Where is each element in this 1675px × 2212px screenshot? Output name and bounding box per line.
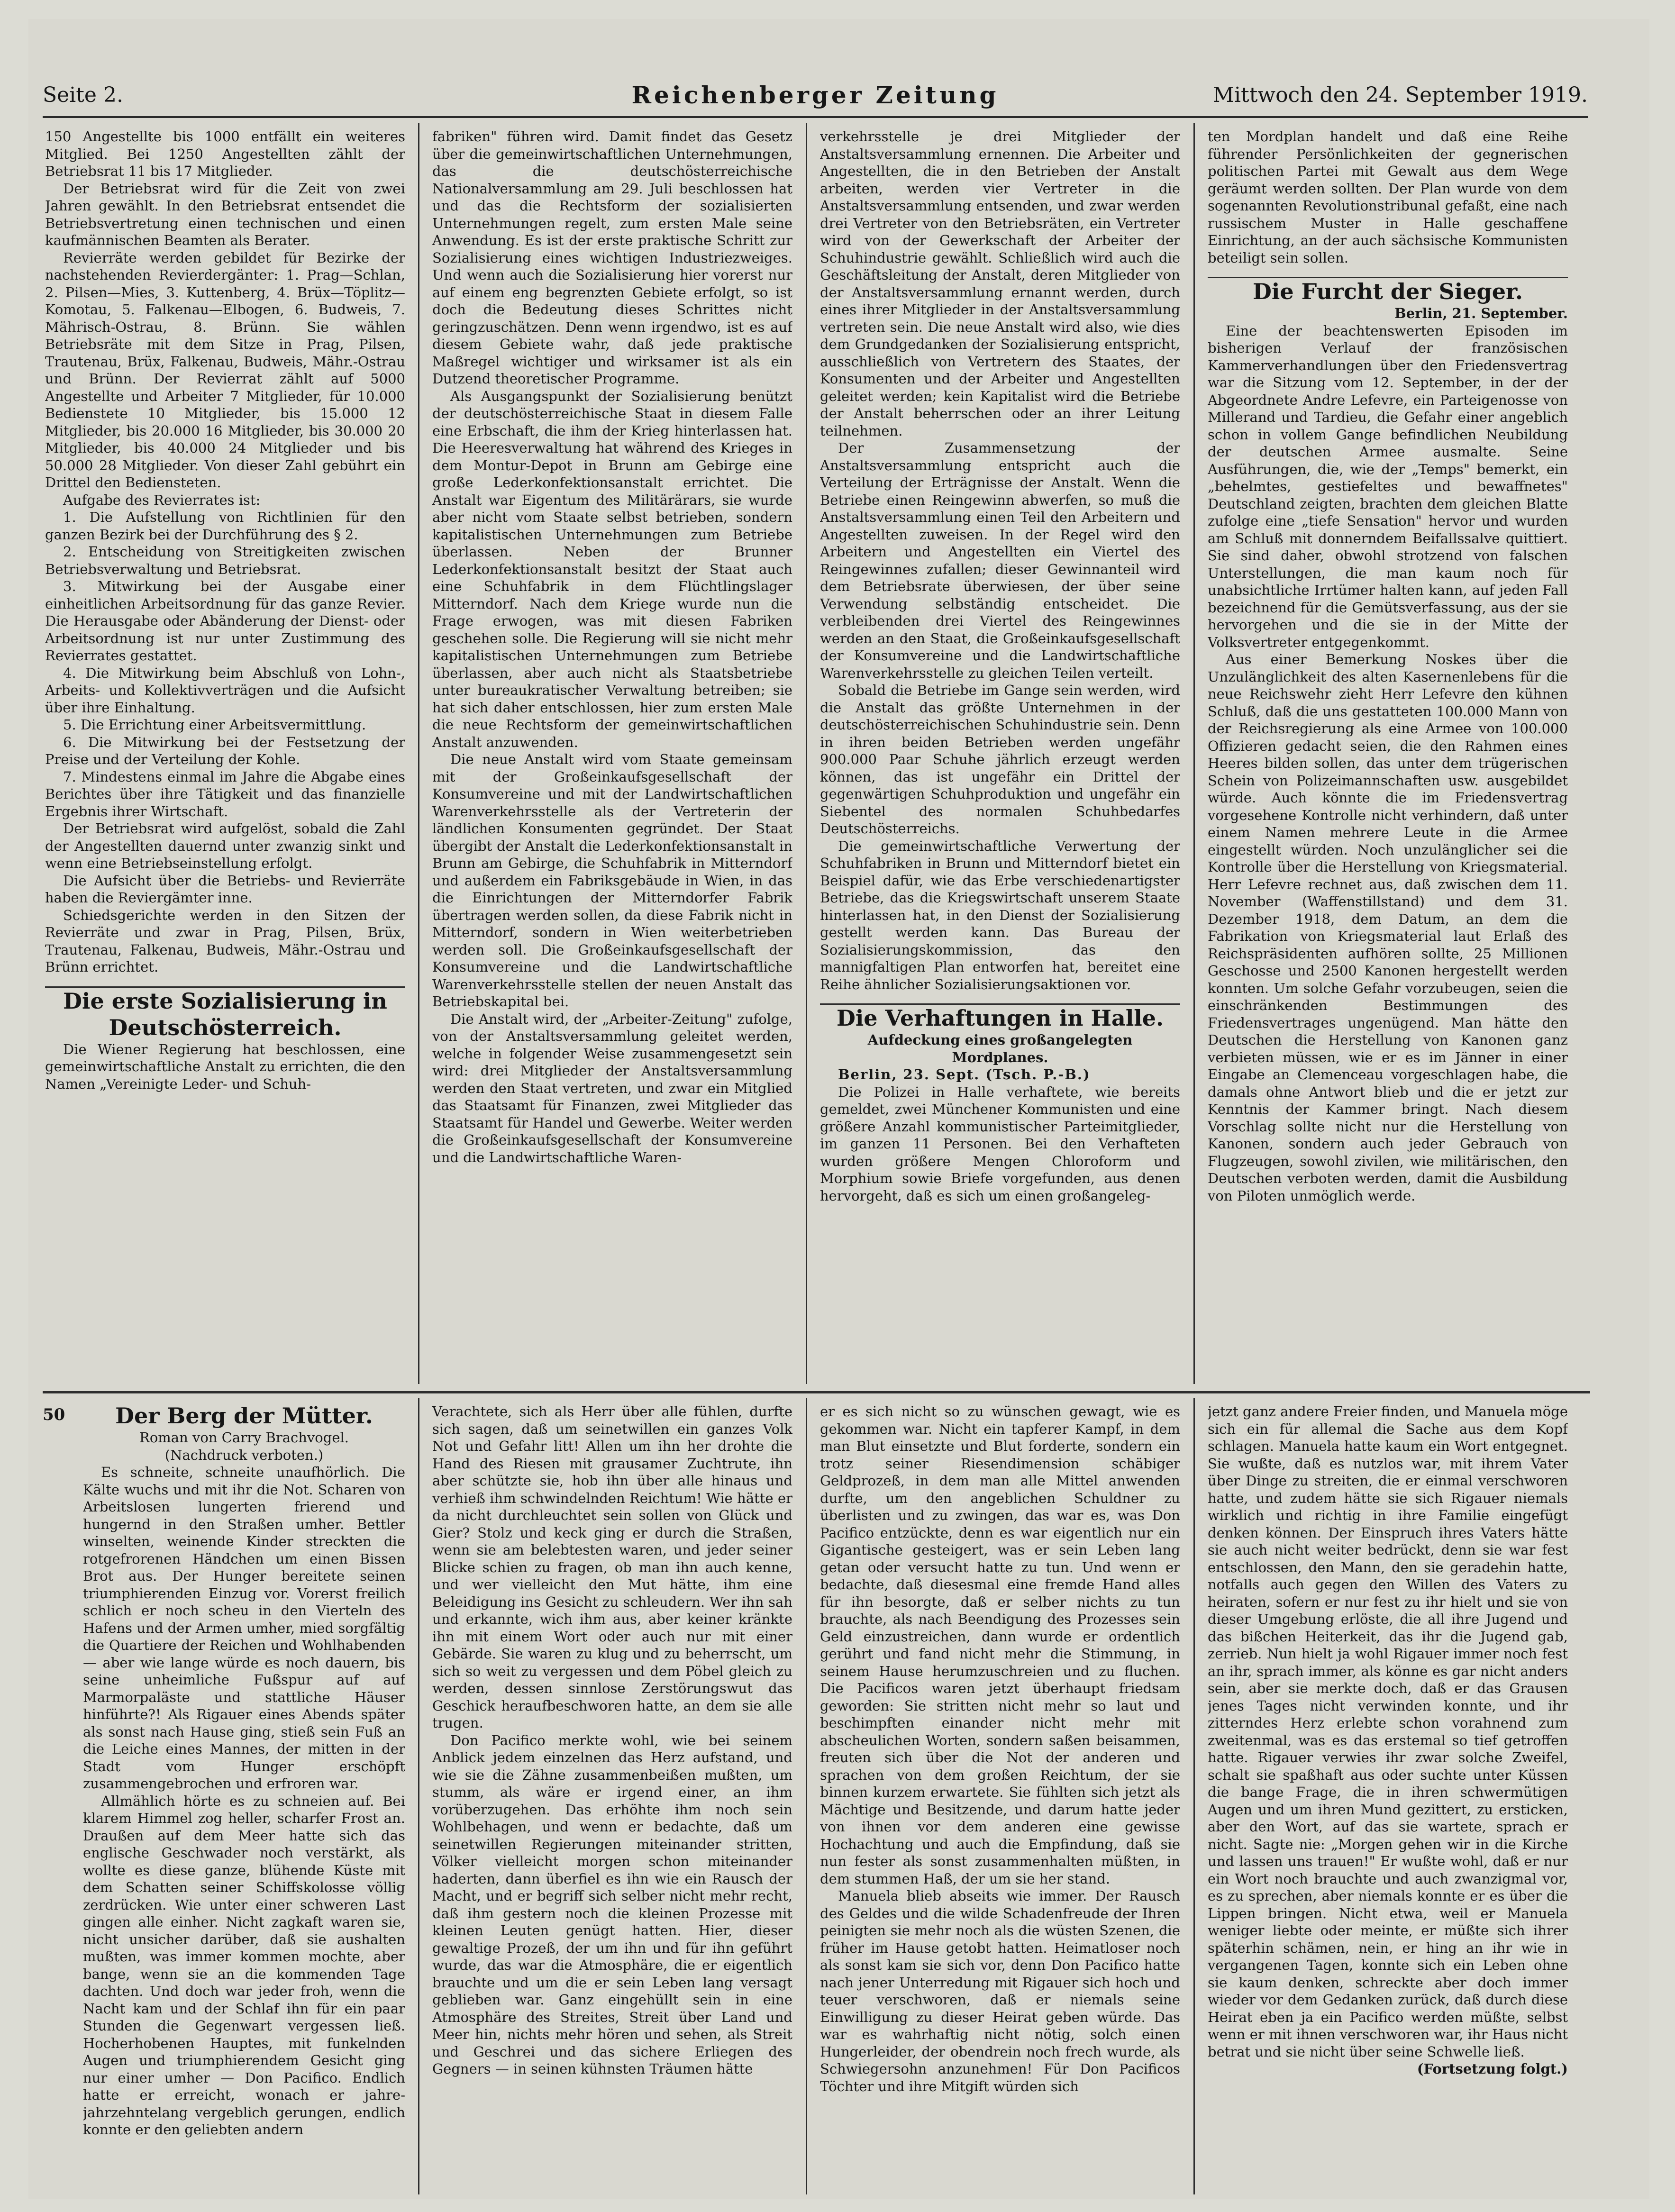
paragraph: Der Betriebsrat wird aufgelöst, sobald die Zahl der Angestellten dauernd unter zwanzig sinkt und wenn eine Betriebseinstellung erfolgt.	[45, 820, 405, 871]
paragraph: 7. Mindestens einmal im Jahre die Abgabe eines Berichtes über ihre Tätigkeit und das finanzielle Ergebnis ihrer Wirtschaft.	[45, 768, 405, 819]
serial-number: 50	[43, 1405, 65, 1424]
paragraph: Sobald die Betriebe im Gange sein werden, wird die Anstalt das größte Unternehmen in der deutschösterreichischen Schuhindustrie sein. Denn in ihren beiden Betrieben werden ungefähr 900.000 Paar Schuhe jährlich erzeugt werden können, das ist ungefähr ein Drittel der gegenwärtigen Schuhproduktion und ungefähr ein Siebentel des normalen Schuhbedarfes Deutschösterreichs.	[820, 682, 1180, 837]
column-rule	[418, 123, 419, 1384]
section-rule	[820, 1003, 1180, 1005]
paragraph: Die gemeinwirtschaftliche Verwertung der Schuhfabriken in Brunn und Mitterndorf bietet ein Beispiel dafür, wie das Erbe verschiedenartigster Betriebe, das die Kriegswirtschaft unserem Staate hinterlassen hat, in den Dienst der Sozialisierung gestellt werden kann. Das Bureau der Sozialisierungskommission, das den mannigfaltigen Plan entworfen hat, bereitet eine Reihe ähnlicher Sozialisierungsaktionen vor.	[820, 837, 1180, 992]
column-3	[820, 128, 1180, 1379]
page-header	[43, 83, 1588, 118]
paragraph: Die Aufsicht über die Betriebs- und Revierräte haben die Reviergämter inne.	[45, 872, 405, 906]
section-rule	[45, 986, 405, 988]
paragraph: 3. Mitwirkung bei der Ausgabe einer einheitlichen Arbeitsordnung für das ganze Revier. Die Herausgabe oder Abänderung der Dienst- oder Arbeitsordnung ist nur unter Zustimmung des Revierrates gestattet.	[45, 578, 405, 664]
paragraph: Die neue Anstalt wird vom Staate gemeinsam mit der Großeinkaufsgesellschaft der Konsumvereine und mit der Landwirtschaftlichen Warenverkehrsstelle als der Vertreterin der ländlichen Konsumenten gegründet. Der Staat übergibt der Anstalt die Lederkonfektionsanstalt in Brunn am Gebirge, die Schuhfabrik in Mitterndorf und außerdem ein Fabriksgebäude in Wien, in das die Einrichtungen der Mitterndorfer Fabrik übertragen werden sollen, da diese Fabrik nicht in Mitterndorf, sondern in Wien weiterbetrieben werden soll. Die Großeinkaufsgesellschaft der Konsumvereine und die Landwirtschaftliche Warenverkehrsstelle stellen der neuen Anstalt das Betriebskapital bei.	[432, 751, 792, 1010]
paragraph: Aufgabe des Revierrates ist:	[63, 492, 261, 508]
page-number: Seite 2.	[43, 83, 123, 107]
column-rule	[806, 1398, 807, 2194]
paragraph: Der Zusammensetzung der Anstaltsversammlung entspricht auch die Verteilung der Erträgnisse der Anstalt. Wenn die Betriebe einen Reingewinn abwerfen, so muß die Anstaltsversammlung einen Teil den Arbeitern und Angestellten zuweisen. In der Regel wird den Arbeitern und Angestellten ein Viertel des Reingewinnes zufallen; dieser Gewinnanteil wird dem Betriebsrate überwiesen, der über seine Verwendung selbständig entscheidet. Die verbleibenden drei Viertel des Reingewinnes werden an den Staat, die Großeinkaufsgesellschaft der Konsumvereine und die Landwirtschaftliche Warenverkehrsstelle zu gleichen Teilen verteilt.	[820, 440, 1180, 681]
serial-author: Roman von Carry Brachvogel.	[139, 1429, 349, 1446]
paragraph: Der Betriebsrat wird für die Zeit von zwei Jahren gewählt. In den Betriebsrat entsendet die Betriebsvertretung einen technischen und einen kaufmännischen Beamten als Berater.	[45, 180, 405, 248]
paragraph: Eine der beachtenswerten Episoden im bisherigen Verlauf der französischen Kammerverhandlungen über den Friedensvertrag war die Sitzung vom 12. September, in der der Abgeordnete Andre Lefevre, ein Parteigenosse von Millerand und Tardieu, die Gefahr einer angeblich schon in vollem Gange befindlichen Neubildung der deutschen Armee ausmalte. Seine Ausführungen, die, wie der „Temps" bemerkt, ein „behelmtes, gestiefeltes und bewaffnetes" Deutschland zeigten, brachten dem gleichen Blatte zufolge eine „tiefe Sensation" hervor und wurden am Schluß mit donnerndem Beifallssalve quittiert. Sie sind daher, obwohl strotzend von falschen Unterstellungen, die man kaum noch für unabsichtliche Irrtümer halten kann, auf jeden Fall bezeichnend für die Gemütsverfassung, aus der sie hervorgehen und die sie in der Mitte der Volksvertreter entgegenkommt.	[1208, 322, 1568, 650]
paragraph: Die Wiener Regierung hat beschlossen, eine gemeinwirtschaftliche Anstalt zu errichten, die den Namen „Vereinigte Leder- und Schuh-	[45, 1041, 405, 1092]
section-rule	[1208, 277, 1568, 278]
serial-title: Der Berg der Mütter.	[115, 1403, 373, 1429]
paragraph: er es sich nicht so zu wünschen gewagt, wie es gekommen war. Nicht ein tapferer Kampf, in dem man Blut einsetzte und Blut forderte, sondern ein trotz seiner Riesendimension schäbiger Geldprozeß, in dem man alle Mittel anwenden durfte, um den angeblichen Schuldner zu überlisten und zu zwingen, das war es, was Don Pacifico entzückte, denn es war eigentlich nur ein Gigantische gesteigert, was er sein Leben lang getan oder versucht hatte zu tun. Und wenn er bedachte, daß diesesmal eine fremde Hand alles für ihn besorgte, daß er selber nichts zu tun brauchte, als nach Beendigung des Prozesses sein Geld einzustreichen, dann wurde er ordentlich gerührt und fand nicht mehr die Stimmung, in seinem Hause herumzuschreien und zu fluchen. Die Pacificos waren jetzt überhaupt friedsam geworden: Sie stritten nicht mehr so laut und beschimpften einander nicht mehr mit abscheulichen Worten, sondern saßen beisammen, freuten sich über die Not der anderen und sprachen von dem großen Reichtum, der sie binnen kurzem erwartete. Sie fühlten sich jetzt als Mächtige und Besitzende, und darum hatte jeder von ihnen vor dem anderen eine gewisse Hochachtung und auch die Empfindung, daß sie nun fester als sonst zusammenhalten müßten, in dem stummen Haß, der um sie her stand.	[820, 1403, 1180, 1887]
dateline-text: Berlin, 23. Sept. (Tsch. P.-B.)	[838, 1066, 1091, 1083]
paragraph: Manuela blieb abseits wie immer. Der Rausch des Geldes und die wilde Schadenfreude der Ihren peinigten sie mehr noch als die wüsten Szenen, die früher im Hause getobt hatten. Heimatloser noch als sonst kam sie sich vor, denn Don Pacifico hatte nach jener Unterredung mit Rigauer sich hoch und teuer verschworen, daß er niemals seine Einwilligung zu dieser Heirat geben würde. Das war es wahrhaftig nicht nötig, solch einen Hungerleider, der obendrein noch frech wurde, als Schwiegersohn anzunehmen! Für Don Pacificos Töchter und ihre Mitgift würden sich	[820, 1888, 1180, 2094]
paragraph: Die Polizei in Halle verhaftete, wie bereits gemeldet, zwei Münchener Kommunisten und eine größere Anzahl kommunistischer Parteimitglieder, im ganzen 11 Personen. Bei den Verhafteten wurden größere Mengen Chloroform und Morphium sowie Briefe vorgefunden, aus denen hervorgeht, daß es sich um einen großangeleg-	[820, 1083, 1180, 1204]
masthead: Reichenberger Zeitung	[631, 81, 999, 109]
dateline	[1208, 305, 1568, 322]
serial-column-1	[83, 1401, 405, 2194]
serial-column-4	[1208, 1403, 1568, 2194]
paragraph: Revierräte werden gebildet für Bezirke der nachstehenden Revierdergänter: 1. Prag—Schlan, 2. Pilsen—Mies, 3. Kuttenberg, 4. Brüx—Töplitz—Komotau, 5. Falkenau—Elbogen, 6. Budweis, 7. Mährisch-Ostrau, 8. Brünn. Sie wählen Betriebsräte mit dem Sitze in Prag, Pilsen, Trautenau, Brüx, Falkenau, Budweis, Mähr.-Ostrau und Brünn. Der Revierrat zählt auf 5000 Angestellte und Arbeiter 7 Mitglieder, für 10.000 Bedienstete 10 Mitglieder, bis 15.000 12 Mitglieder, bis 20.000 16 Mitglieder, bis 30.000 20 Mitglieder, bis 40.000 24 Mitglieder und bis 50.000 28 Mitglieder. Von dieser Zahl gebührt ein Drittel den Bediensteten.	[45, 249, 405, 491]
article-subheading: Aufdeckung eines großangelegten Mordplanes.	[867, 1032, 1133, 1065]
paragraph: Don Pacifico merkte wohl, wie bei seinem Anblick jedem einzelnen das Herz aufstand, und wie sie die Zähne zusammenbeißen mußten, um stumm, als wäre er irgend einer, an ihm vorüberzugehen. Das erhöhte ihm noch sein Wohlbehagen, und wenn er bedachte, daß um seinetwillen Regierungen miteinander stritten, Völker vielleicht morgen schon miteinander haderten, dann überfiel es ihn wie ein Rausch der Macht, und er begriff sich selber nicht mehr recht, daß ihm gestern noch die kleinen Prozesse mit kleinen Leuten genügt hatten. Hier, dieser gewaltige Prozeß, der um ihn und für ihn geführt wurde, das war die Atmosphäre, die er eigentlich brauchte und um die er sein Leben lang versagt geblieben war. Ganz eingehüllt sein in eine Atmosphäre des Streites, Streit über Land und Meer hin, nichts mehr hören und sehen, als Streit und Geschrei und das sichere Erliegen des Gegners — in seinen kühnsten Träumen hätte	[432, 1732, 792, 2077]
column-rule	[1193, 1398, 1195, 2194]
serial-column-3	[820, 1403, 1180, 2194]
dateline-text: Berlin, 21. September.	[1394, 305, 1568, 321]
article-heading: Die Verhaftungen in Halle.	[836, 1005, 1164, 1031]
serial-column-2	[432, 1403, 792, 2194]
paragraph: 2. Entscheidung von Streitigkeiten zwischen Betriebsverwaltung und Betriebsrat.	[45, 544, 405, 577]
issue-date: Mittwoch den 24. September 1919.	[1212, 83, 1588, 107]
paragraph: Verachtete, sich als Herr über alle fühlen, durfte sich sagen, daß um seinetwillen ein ganzes Volk Not und Gefahr litt! Allen um ihn her drohte die Hand des Riesen mit grausamer Zuchtrute, ihn aber schützte sie, hob ihn über alle hinaus und verhieß ihm schwindelnden Reichtum! Wie hätte er da nicht durchleuchtet sein sollen von Glück und Gier? Stolz und keck ging er durch die Straßen, wenn sie am belebtesten waren, und jeder seiner Blicke schien zu fragen, ob man ihn auch kenne, und wer vielleicht den Mut hätte, ihm eine Beleidigung ins Gesicht zu schleudern. Wer ihn sah und erkannte, wich ihm aus, aber keiner kränkte ihn mit einem Wort oder auch nur mit einer Gebärde. Sie waren zu klug und zu beherrscht, um sich so weit zu vergessen und dem Pöbel gleich zu werden, dessen sinnlose Zerstörungswut das Geschick heraufbeschworen hatte, an dem sie alle trugen.	[432, 1403, 792, 1731]
paragraph: 1. Die Aufstellung von Richtlinien für den ganzen Bezirk bei der Durchführung des § 2.	[45, 509, 405, 543]
paragraph: Schiedsgerichte werden in den Sitzen der Revierräte und zwar in Prag, Pilsen, Brüx, Trautenau, Falkenau, Budweis, Mähr.-Ostrau und Brünn errichtet.	[45, 907, 405, 975]
reprint-note: (Nachdruck verboten.)	[164, 1447, 324, 1463]
paragraph: ten Mordplan handelt und daß eine Reihe führender Persönlichkeiten der gegnerischen politischen Partei mit Gewalt aus dem Wege geräumt werden sollten. Der Plan wurde von dem sogenannten Revolutionstribunal gefaßt, eine nach russischem Muster in Halle geschaffene Einrichtung, an der auch sächsische Kommunisten beteiligt sein sollen.	[1208, 128, 1568, 266]
paragraph: fabriken" führen wird. Damit findet das Gesetz über die gemeinwirtschaftlichen Unternehmungen, das die deutschösterreichische Nationalversammlung am 29. Juli beschlossen hat und das die Rechtsform der sozialisierten Unternehmungen regelt, zum ersten Male seine Anwendung. Es ist der erste praktische Schritt zur Sozialisierung eines wichtigen Industriezweiges. Und wenn auch die Sozialisierung hier vorerst nur auf einem eng begrenzten Gebiete erfolgt, so ist doch die Bedeutung dieses Schrittes nicht geringzuschätzen. Denn wenn irgendwo, ist es auf diesem Gebiete wahr, daß jede praktische Maßregel wichtiger und wirksamer ist als ein Dutzend theoretischer Programme.	[432, 128, 792, 387]
column-2	[432, 128, 792, 1379]
paragraph: Allmählich hörte es zu schneien auf. Bei klarem Himmel zog heller, scharfer Frost an. Draußen auf dem Meer hatte sich das englische Geschwader noch verstärkt, als wollte es diese ganze, blühende Küste mit dem Schatten seiner Schiffskolosse völlig zerdrücken. Wie unter einer schweren Last gingen alle einher. Nicht zagkaft waren sie, nicht unsicher darüber, daß sie aushalten mußten, was immer kommen mochte, aber bange, wenn sie an die kommenden Tage dachten. Und doch war jeder froh, wenn die Nacht kam und der Schlaf ihn für ein paar Stunden die Gegenwart vergessen ließ. Hocherhobenen Hauptes, mit funkelnden Augen und triumphierendem Gesicht ging nur einer umher — Don Pacifico. Endlich hatte er erreicht, wonach er jahre-jahrzehntelang vergeblich gerungen, endlich konnte er den geliebten andern	[83, 1793, 405, 2138]
paragraph: jetzt ganz andere Freier finden, und Manuela möge sich ein für allemal die Sache aus dem Kopf schlagen. Manuela hatte kaum ein Wort entgegnet. Sie wußte, daß es nutzlos war, mit ihrem Vater über Dinge zu streiten, die er einmal verschworen hatte, und zudem hätte sie sich Rigauer niemals wirklich und richtig in ihre Familie eingefügt denken können. Der Einspruch ihres Vaters hätte sie auch nicht weiter bedrückt, denn sie war fest entschlossen, den Mann, den sie geradehin hatte, notfalls auch gegen den Willen des Vaters zu heiraten, sofern er nur fest zu ihr hielt und sie von dieser Umgebung erlöste, die all ihre Jugend und das bißchen Heiterkeit, das ihr die Jugend gab, zerrieb. Nun hielt ja wohl Rigauer immer noch fest an ihr, sprach immer, als könne es gar nicht anders sein, aber sie merkte doch, daß er das Grausen jenes Tages nicht verwinden konnte, und ihr zitterndes Herz erlebte schon vorahnend zum zweitenmal, was es das erstemal so tief getroffen hatte. Rigauer verwies ihr zwar solche Zweifel, schalt sie spaßhaft aus oder suchte unter Küssen die bange Frage, die in ihren schwermütigen Augen und um ihren Mund gezittert, zu ersticken, aber den Wort, auf das sie wartete, sprach er nicht. Sagte nie: „Morgen gehen wir in die Kirche und lassen uns trauen!" Er wußte wohl, daß er nur ein Wort noch brauchte und auch zwanzigmal vor, es zu sprechen, aber niemals konnte er es über die Lippen bringen. Nicht etwa, weil er Manuela weniger liebte oder meinte, er müßte sich ihrer späterhin schämen, nein, er hing an ihr wie in vergangenen Tagen, konnte sich ein Leben ohne sie kaum denken, schreckte aber doch immer wieder vor dem Gedanken zurück, daß durch diese Heirat eben ja ein Pacifico werden müßte, selbst wenn er mit ihnen verschworen war, ihr Haus nicht betrat und sie nicht über seine Schwelle ließ.	[1208, 1403, 1568, 2060]
column-rule	[806, 123, 807, 1384]
dateline	[820, 1066, 1180, 1083]
paragraph: 4. Die Mitwirkung beim Abschluß von Lohn-, Arbeits- und Kollektivverträgen und die Aufsicht über ihre Einhaltung.	[45, 665, 405, 716]
paragraph: Aus einer Bemerkung Noskes über die Unzulänglichkeit des alten Kasernenlebens für die neue Reichswehr zieht Herr Lefevre den kühnen Schluß, daß die uns gestatteten 100.000 Mann von der Reichsregierung als eine Armee von 100.000 Offizieren gedacht seien, die den Rahmen eines Heeres bilden sollen, das unter dem trügerischen Schein von Polizeimannschaften usw. ausgebildet würde. Auch könnte die im Friedensvertrag vorgesehene Kontrolle nicht verhindern, daß unter einem Namen mehrere Leute in die Armee eingestellt würden. Noch unzulänglicher sei die Kontrolle über die Herstellung von Kriegsmaterial. Herr Lefevre rechnet aus, daß zwischen dem 11. November (Waffenstillstand) und dem 31. Dezember 1918, dem Datum, an dem die Fabrikation von Kriegsmaterial laut Erlaß des Reichspräsidenten aufhören sollte, 25 Millionen Geschosse und 2500 Kanonen hergestellt werden konnten. Um solche Gefahr vorzubeugen, seien die einschränkenden Bestimmungen des Friedensvertrages ungenügend. Man hätte den Deutschen die Herstellung von Kanonen ganz verbieten müssen, wie er es im Jänner in einer Eingabe an Clemenceau vorgeschlagen habe, die damals ohne Antwort blieb und die er jetzt zur Kenntnis der Kammer bringt. Nach diesem Vorschlag sollte nicht nur die Herstellung von Kanonen, sondern auch jeder Gebrauch von Flugzeugen, sowohl zivilen, wie militärischen, den Deutschen verboten werden, damit die Ausbildung von Piloten unmöglich werde.	[1208, 651, 1568, 1204]
column-rule	[418, 1398, 419, 2194]
paragraph: Die Anstalt wird, der „Arbeiter-Zeitung" zufolge, von der Anstaltsversammlung geleitet werden, welche in folgender Weise zusammengesetzt sein wird: drei Mitglieder der Anstaltsversammlung werden den Staat vertreten, und zwar ein Mitglied das Staatsamt für Finanzen, zwei Mitglieder das Staatsamt für Handel und Gewerbe. Weiter werden die Großeinkaufsgesellschaft der Konsumvereine und die Landwirtschaftliche Waren-	[432, 1010, 792, 1165]
continued-note: (Fortsetzung folgt.)	[1417, 2061, 1568, 2077]
feuilleton-rule	[43, 1391, 1590, 1393]
paragraph: Als Ausgangspunkt der Sozialisierung benützt der deutschösterreichische Staat in diesem Falle eine Erbschaft, die ihm der Krieg hinterlassen hat. Die Heeresverwaltung hat während des Krieges in dem Montur-Depot in Brunn am Gebirge eine große Lederkonfektionsanstalt errichtet. Die Anstalt war Eigentum des Militärärars, sie wurde aber nicht vom Staate selbst betrieben, sondern kapitalistischen Unternehmungen zum Betriebe überlassen. Neben der Brunner Lederkonfektionsanstalt besitzt der Staat auch eine Schuhfabrik in dem Flüchtlingslager Mitterndorf. Nach dem Kriege wurde nun die Frage erwogen, was mit diesen Fabriken geschehen solle. Die Regierung will sie nicht mehr kapitalistischen Unternehmungen zum Betriebe überlassen, aber auch nicht als Staatsbetriebe unter bureaukratischer Verwaltung betreiben; sie hat sich daher entschlossen, hier zum ersten Male die neue Rechtsform der gemeinwirtschaftlichen Anstalt anzuwenden.	[432, 388, 792, 750]
paragraph: 150 Angestellte bis 1000 entfällt ein weiteres Mitglied. Bei 1250 Angestellten zählt der Betriebsrat 11 bis 17 Mitglieder.	[45, 128, 405, 179]
column-rule	[1193, 123, 1195, 1384]
article-heading: Die erste Sozialisierung in Deutschösterreich.	[63, 988, 387, 1040]
article-heading: Die Furcht der Sieger.	[1253, 279, 1523, 304]
paragraph: 6. Die Mitwirkung bei der Festsetzung der Preise und der Verteilung der Kohle.	[45, 734, 405, 767]
paragraph: verkehrsstelle je drei Mitglieder der Anstaltsversammlung ernennen. Die Arbeiter und Angestellten, die in den Betrieben der Anstalt arbeiten, werden vier Vertreter in die Anstaltsversammlung entsenden, und zwar werden drei Vertreter von den Betriebsräten, ein Vertreter wird von der Gewerkschaft der Arbeiter der Schuhindustrie gewählt. Schließlich wird auch die Geschäftsleitung der Anstalt, deren Mitglieder von der Anstaltsversammlung ernannt werden, durch eines ihrer Mitglieder in der Anstaltsversammlung vertreten sein. Die neue Anstalt wird also, wie dies dem Grundgedanken der Sozialisierung entspricht, ausschließlich von Vertretern des Staates, der Konsumenten und der Arbeiter und Angestellten geleitet werden; kein Kapitalist wird die Betriebe der Anstalt beherrschen oder an ihrer Leitung teilnehmen.	[820, 128, 1180, 439]
paragraph: Es schneite, schneite unaufhörlich. Die Kälte wuchs und mit ihr die Not. Scharen von Arbeitslosen lungerten frierend und hungernd in den Straßen umher. Bettler winselten, weinende Kinder streckten die rotgefrorenen Händchen um einen Bissen Brot aus. Der Hunger bereitete seinen triumphierenden Einzug vor. Vorerst freilich schlich er noch scheu in den Vierteln des Hafens und der Armen umher, mied sorgfältig die Quartiere der Reichen und Wohlhabenden — aber wie lange würde es noch dauern, bis seine unheimliche Fußspur auf auf Marmorpaläste und stattliche Häuser hinführte?! Als Rigauer eines Abends später als sonst nach Hause ging, stieß sein Fuß an die Leiche eines Mannes, der mitten in der Stadt vom Hunger erschöpft zusammengebrochen und erfroren war.	[83, 1464, 405, 1792]
column-1	[45, 128, 405, 1379]
paragraph: 5. Die Errichtung einer Arbeitsvermittlung.	[63, 717, 366, 733]
column-4	[1208, 128, 1568, 1379]
